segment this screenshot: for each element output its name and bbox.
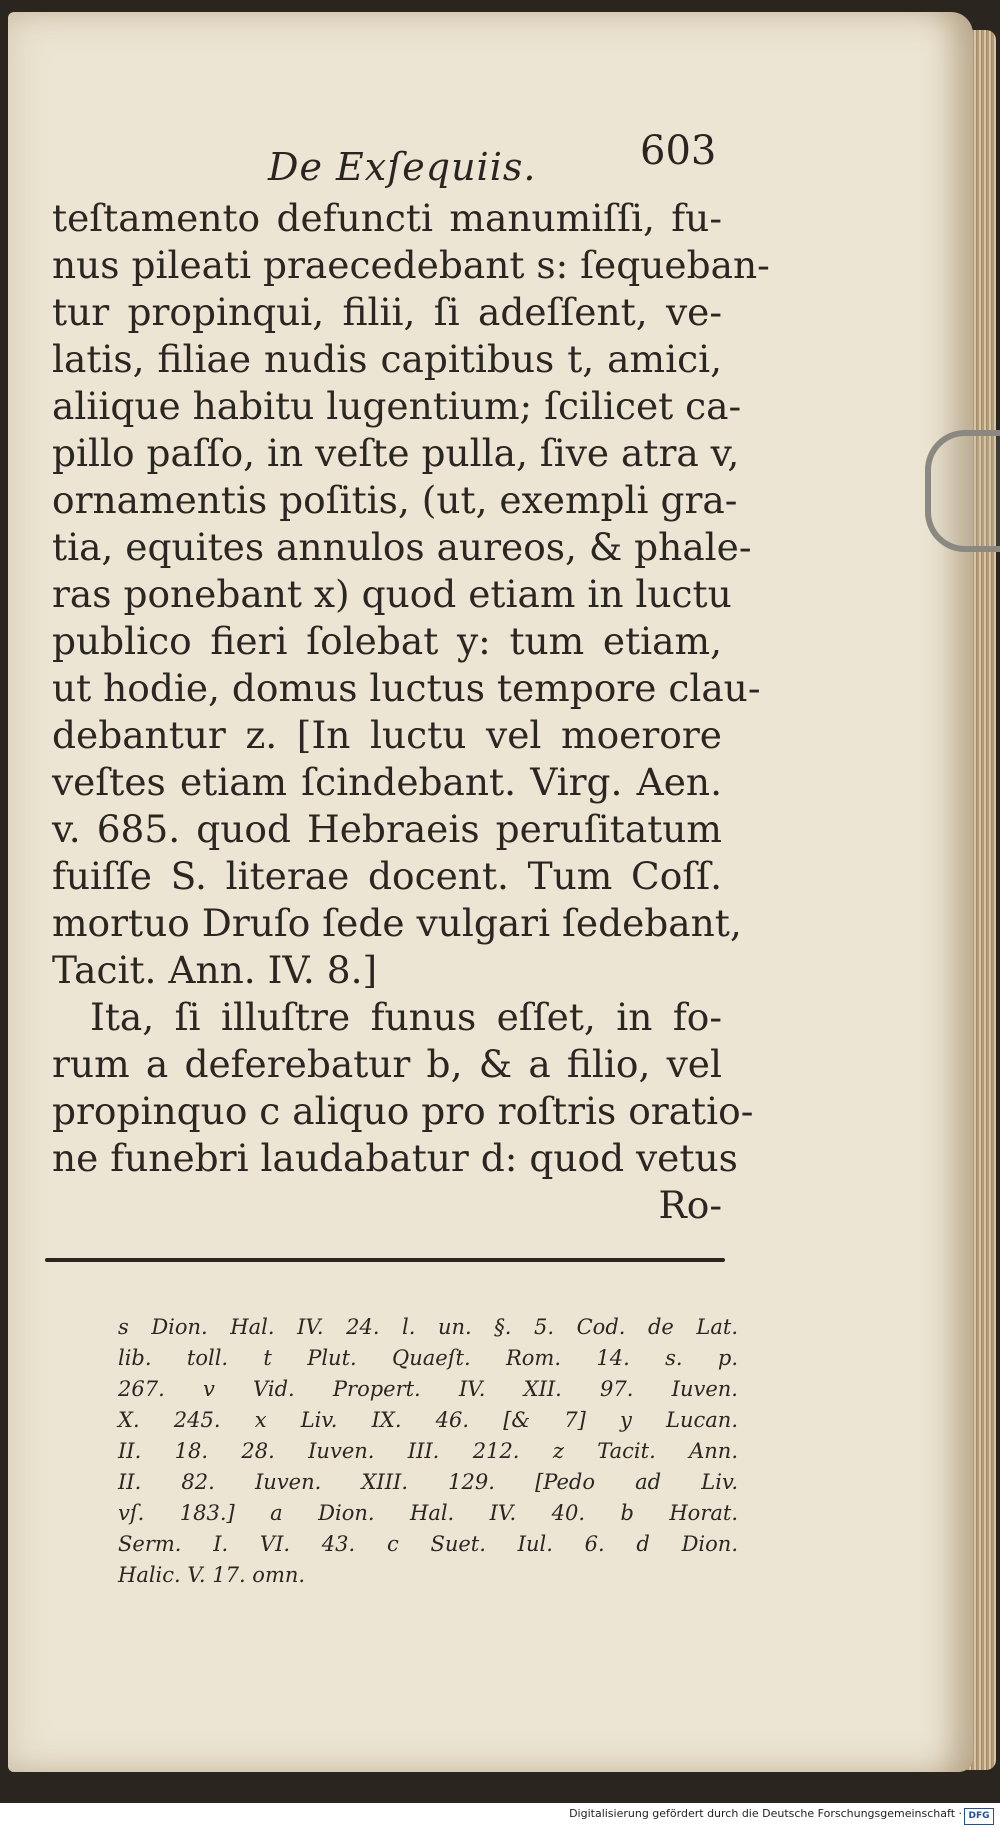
footnote-line: II. 18. 28. Iuven. III. 212. z Tacit. Ann. [118, 1439, 738, 1463]
footnote-rule [45, 1258, 725, 1262]
body-line: fuiſſe S. literae docent. Tum Coſſ. [52, 854, 722, 898]
body-line: nus pileati praecedebant s: ſequeban- [52, 243, 770, 287]
body-line: rum a deferebatur b, & a filio, vel [52, 1042, 722, 1086]
body-line: tia, equites annulos aureos, & phale- [52, 525, 752, 569]
body-line: aliique habitu lugentium; ſcilicet ca- [52, 384, 742, 428]
body-line: v. 685. quod Hebraeis peruſitatum [52, 807, 722, 851]
body-line: debantur z. [In luctu vel moerore [52, 713, 722, 757]
footnote-line: vſ. 183.] a Dion. Hal. IV. 40. b Horat. [118, 1501, 738, 1525]
digitization-credit-bar [0, 1803, 1000, 1829]
body-line: ne funebri laudabatur d: quod vetus [52, 1136, 738, 1180]
body-line: Tacit. Ann. IV. 8.] [52, 948, 378, 992]
catchword: Ro- [658, 1183, 722, 1227]
footnote-line: X. 245. x Liv. IX. 46. [& 7] y Lucan. [118, 1408, 738, 1432]
page-number: 603 [640, 128, 717, 174]
book-clip [925, 430, 1000, 552]
footnote-line: s Dion. Hal. IV. 24. l. un. §. 5. Cod. de Lat. [118, 1315, 738, 1339]
body-line: latis, filiae nudis capitibus t, amici, [52, 337, 722, 381]
running-head: De Exſequiis. [268, 145, 537, 189]
body-line: teſtamento defuncti manumiſſi, fu- [52, 196, 722, 240]
body-line: veſtes etiam ſcindebant. Virg. Aen. [52, 760, 722, 804]
footnote-line: Serm. I. VI. 43. c Suet. Iul. 6. d Dion. [118, 1532, 738, 1556]
body-line: Ita, ſi illuſtre funus eſſet, in fo- [90, 995, 722, 1039]
footnotes [118, 1312, 738, 1591]
body-line: tur propinqui, filii, ſi adeſſent, ve- [52, 290, 722, 334]
body-line: ras ponebant x) quod etiam in luctu [52, 572, 732, 616]
body-line: mortuo Druſo ſede vulgari ſedebant, [52, 901, 742, 945]
body-line: ornamentis poſitis, (ut, exempli gra- [52, 478, 738, 522]
footnote-line: II. 82. Iuven. XIII. 129. [Pedo ad Liv. [118, 1470, 738, 1494]
body-line: pillo paſſo, in veſte pulla, ſive atra v, [52, 431, 740, 475]
body-line: propinquo c aliquo pro roſtris oratio- [52, 1089, 754, 1133]
credit-text: Digitalisierung gefördert durch die Deutsche Forschungsgemeinschaft · [569, 1807, 962, 1820]
dfg-logo: DFG [964, 1808, 994, 1825]
body-line: ut hodie, domus luctus tempore clau- [52, 666, 761, 710]
footnote-line: lib. toll. t Plut. Quaeſt. Rom. 14. s. p. [118, 1346, 738, 1370]
footnote-line: Halic. V. 17. omn. [118, 1563, 306, 1587]
footnote-line: 267. v Vid. Propert. IV. XII. 97. Iuven. [118, 1377, 738, 1401]
body-line: publico fieri ſolebat y: tum etiam, [52, 619, 722, 663]
body-text [52, 195, 770, 1229]
